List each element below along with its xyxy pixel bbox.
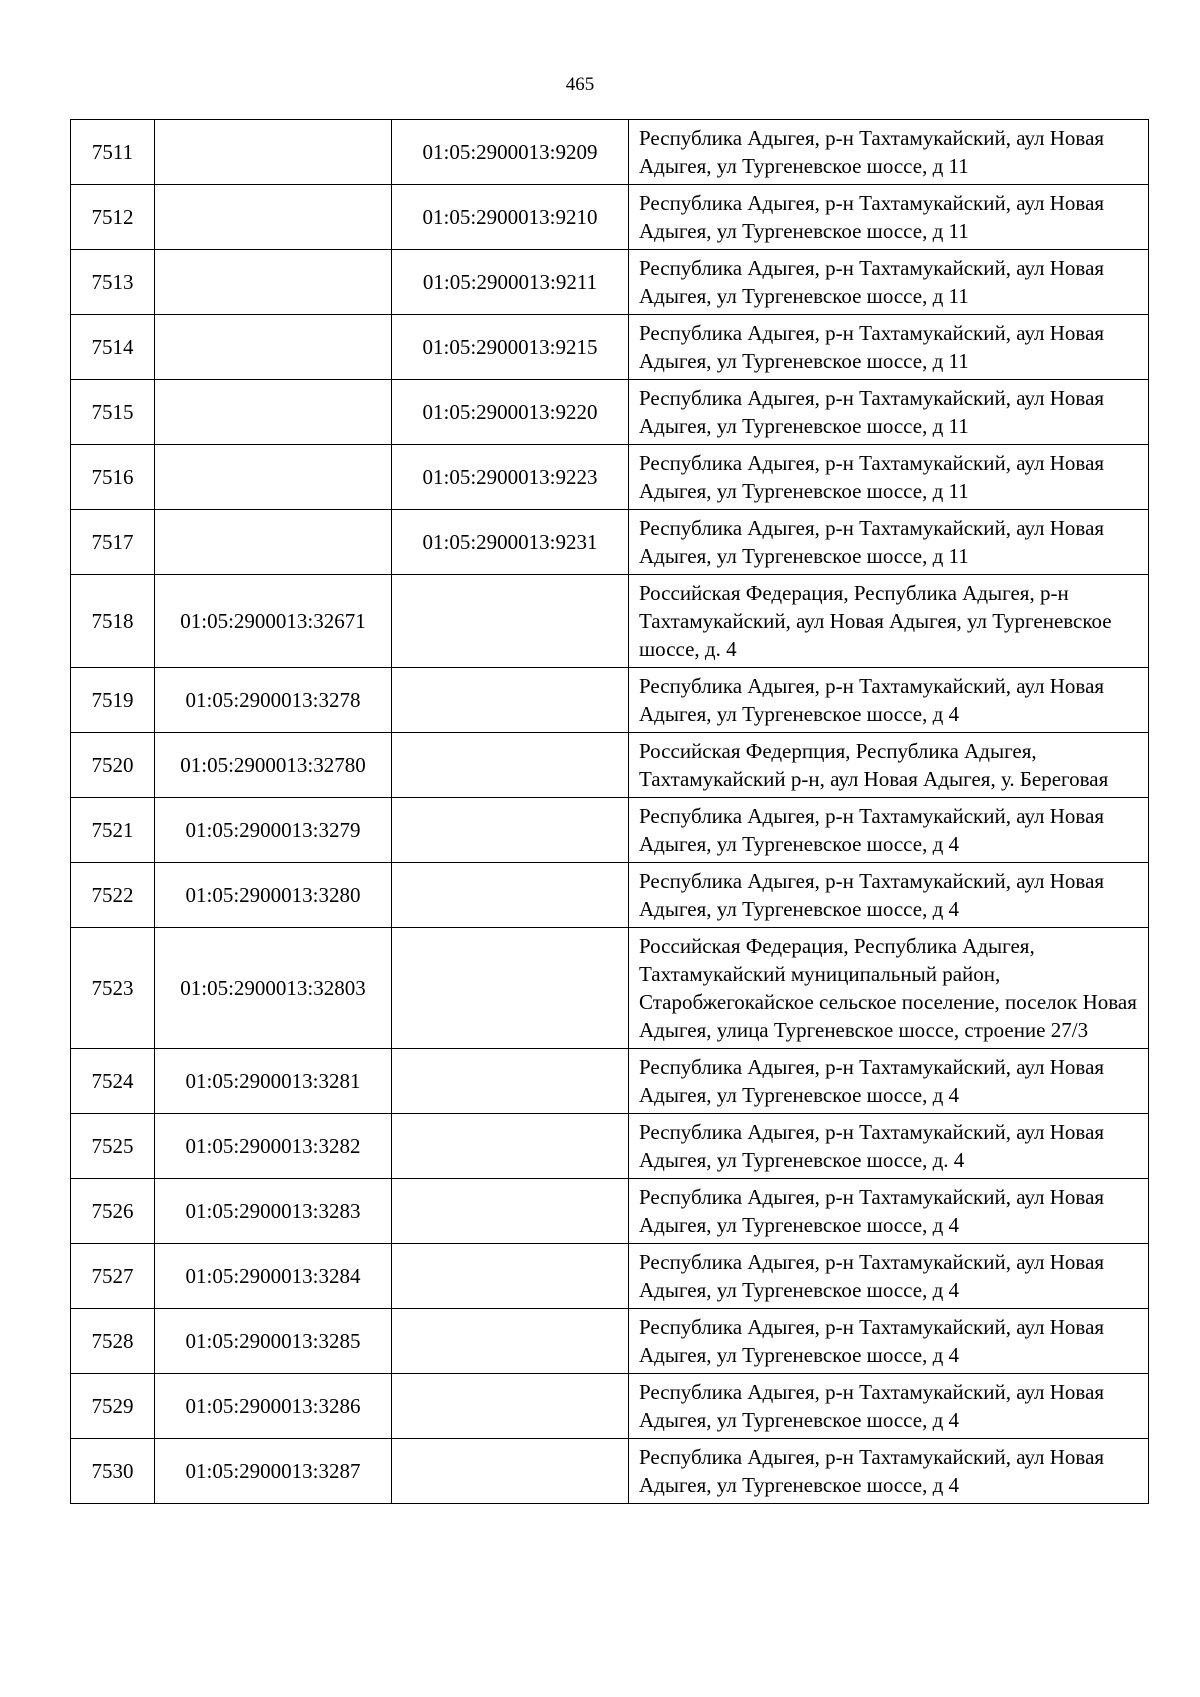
land-cadastral-number: 01:05:2900013:3287 — [155, 1439, 392, 1504]
land-cadastral-number — [155, 250, 392, 315]
address: Республика Адыгея, р-н Тахтамукайский, аул Новая Адыгея, ул Тургеневское шоссе, д 11 — [629, 315, 1149, 380]
address: Республика Адыгея, р-н Тахтамукайский, аул Новая Адыгея, ул Тургеневское шоссе, д 4 — [629, 668, 1149, 733]
address: Республика Адыгея, р-н Тахтамукайский, аул Новая Адыгея, ул Тургеневское шоссе, д 11 — [629, 445, 1149, 510]
row-number: 7529 — [71, 1374, 155, 1439]
row-number: 7525 — [71, 1114, 155, 1179]
building-cadastral-number — [392, 1374, 629, 1439]
building-cadastral-number — [392, 668, 629, 733]
address: Республика Адыгея, р-н Тахтамукайский, аул Новая Адыгея, ул Тургеневское шоссе, д 4 — [629, 863, 1149, 928]
table-row — [71, 863, 1149, 928]
table-row — [71, 1309, 1149, 1374]
row-number: 7522 — [71, 863, 155, 928]
page-number: 465 — [565, 74, 595, 95]
land-cadastral-number: 01:05:2900013:3280 — [155, 863, 392, 928]
row-number: 7524 — [71, 1049, 155, 1114]
row-number: 7516 — [71, 445, 155, 510]
row-number: 7518 — [71, 575, 155, 668]
land-cadastral-number — [155, 120, 392, 185]
address: Республика Адыгея, р-н Тахтамукайский, аул Новая Адыгея, ул Тургеневское шоссе, д 11 — [629, 510, 1149, 575]
table-row — [71, 510, 1149, 575]
address: Республика Адыгея, р-н Тахтамукайский, аул Новая Адыгея, ул Тургеневское шоссе, д 11 — [629, 380, 1149, 445]
address: Российская Федерация, Республика Адыгея, Тахтамукайский муниципальный район, Старобжегокайское сельское поселение, поселок Новая Адыгея, улица Тургеневское шоссе, строение 27/3 — [629, 928, 1149, 1049]
table-row — [71, 668, 1149, 733]
land-cadastral-number: 01:05:2900013:3284 — [155, 1244, 392, 1309]
building-cadastral-number: 01:05:2900013:9211 — [392, 250, 629, 315]
land-cadastral-number — [155, 510, 392, 575]
table-row — [71, 380, 1149, 445]
building-cadastral-number — [392, 1049, 629, 1114]
address: Республика Адыгея, р-н Тахтамукайский, аул Новая Адыгея, ул Тургеневское шоссе, д 4 — [629, 1179, 1149, 1244]
registry-table-body — [71, 120, 1149, 1504]
building-cadastral-number — [392, 928, 629, 1049]
address: Республика Адыгея, р-н Тахтамукайский, аул Новая Адыгея, ул Тургеневское шоссе, д. 4 — [629, 1114, 1149, 1179]
row-number: 7521 — [71, 798, 155, 863]
building-cadastral-number — [392, 1309, 629, 1374]
address: Республика Адыгея, р-н Тахтамукайский, аул Новая Адыгея, ул Тургеневское шоссе, д 11 — [629, 120, 1149, 185]
land-cadastral-number: 01:05:2900013:32803 — [155, 928, 392, 1049]
land-cadastral-number — [155, 445, 392, 510]
address: Республика Адыгея, р-н Тахтамукайский, аул Новая Адыгея, ул Тургеневское шоссе, д 4 — [629, 1439, 1149, 1504]
address: Республика Адыгея, р-н Тахтамукайский, аул Новая Адыгея, ул Тургеневское шоссе, д 4 — [629, 798, 1149, 863]
table-row — [71, 185, 1149, 250]
table-row — [71, 445, 1149, 510]
row-number: 7520 — [71, 733, 155, 798]
building-cadastral-number: 01:05:2900013:9231 — [392, 510, 629, 575]
land-cadastral-number — [155, 315, 392, 380]
row-number: 7511 — [71, 120, 155, 185]
row-number: 7513 — [71, 250, 155, 315]
row-number: 7526 — [71, 1179, 155, 1244]
land-cadastral-number: 01:05:2900013:3278 — [155, 668, 392, 733]
row-number: 7523 — [71, 928, 155, 1049]
table-row — [71, 120, 1149, 185]
table-row — [71, 315, 1149, 380]
table-row — [71, 1049, 1149, 1114]
land-cadastral-number: 01:05:2900013:3282 — [155, 1114, 392, 1179]
table-row — [71, 733, 1149, 798]
table-row — [71, 1374, 1149, 1439]
building-cadastral-number — [392, 863, 629, 928]
land-cadastral-number: 01:05:2900013:3279 — [155, 798, 392, 863]
row-number: 7527 — [71, 1244, 155, 1309]
address: Республика Адыгея, р-н Тахтамукайский, аул Новая Адыгея, ул Тургеневское шоссе, д 11 — [629, 250, 1149, 315]
row-number: 7515 — [71, 380, 155, 445]
address: Республика Адыгея, р-н Тахтамукайский, аул Новая Адыгея, ул Тургеневское шоссе, д 4 — [629, 1244, 1149, 1309]
building-cadastral-number: 01:05:2900013:9223 — [392, 445, 629, 510]
table-row — [71, 798, 1149, 863]
building-cadastral-number — [392, 1179, 629, 1244]
land-cadastral-number: 01:05:2900013:3285 — [155, 1309, 392, 1374]
address: Российская Федерация, Республика Адыгея, р-н Тахтамукайский, аул Новая Адыгея, ул Тургеневское шоссе, д. 4 — [629, 575, 1149, 668]
land-cadastral-number: 01:05:2900013:32780 — [155, 733, 392, 798]
registry-table — [70, 119, 1149, 1504]
table-row — [71, 1439, 1149, 1504]
address: Республика Адыгея, р-н Тахтамукайский, аул Новая Адыгея, ул Тургеневское шоссе, д 4 — [629, 1309, 1149, 1374]
row-number: 7528 — [71, 1309, 155, 1374]
row-number: 7519 — [71, 668, 155, 733]
building-cadastral-number — [392, 1114, 629, 1179]
row-number: 7512 — [71, 185, 155, 250]
land-cadastral-number: 01:05:2900013:3286 — [155, 1374, 392, 1439]
table-row — [71, 928, 1149, 1049]
land-cadastral-number: 01:05:2900013:3283 — [155, 1179, 392, 1244]
land-cadastral-number — [155, 380, 392, 445]
table-row — [71, 575, 1149, 668]
address: Российская Федерпция, Республика Адыгея, Тахтамукайский р-н, аул Новая Адыгея, у. Береговая — [629, 733, 1149, 798]
building-cadastral-number: 01:05:2900013:9220 — [392, 380, 629, 445]
building-cadastral-number — [392, 1244, 629, 1309]
building-cadastral-number — [392, 575, 629, 668]
building-cadastral-number: 01:05:2900013:9215 — [392, 315, 629, 380]
building-cadastral-number: 01:05:2900013:9210 — [392, 185, 629, 250]
table-row — [71, 250, 1149, 315]
land-cadastral-number — [155, 185, 392, 250]
building-cadastral-number — [392, 733, 629, 798]
row-number: 7514 — [71, 315, 155, 380]
table-row — [71, 1179, 1149, 1244]
table-row — [71, 1114, 1149, 1179]
land-cadastral-number: 01:05:2900013:3281 — [155, 1049, 392, 1114]
address: Республика Адыгея, р-н Тахтамукайский, аул Новая Адыгея, ул Тургеневское шоссе, д 11 — [629, 185, 1149, 250]
address: Республика Адыгея, р-н Тахтамукайский, аул Новая Адыгея, ул Тургеневское шоссе, д 4 — [629, 1049, 1149, 1114]
address: Республика Адыгея, р-н Тахтамукайский, аул Новая Адыгея, ул Тургеневское шоссе, д 4 — [629, 1374, 1149, 1439]
table-row — [71, 1244, 1149, 1309]
building-cadastral-number: 01:05:2900013:9209 — [392, 120, 629, 185]
row-number: 7517 — [71, 510, 155, 575]
building-cadastral-number — [392, 1439, 629, 1504]
building-cadastral-number — [392, 798, 629, 863]
land-cadastral-number: 01:05:2900013:32671 — [155, 575, 392, 668]
row-number: 7530 — [71, 1439, 155, 1504]
